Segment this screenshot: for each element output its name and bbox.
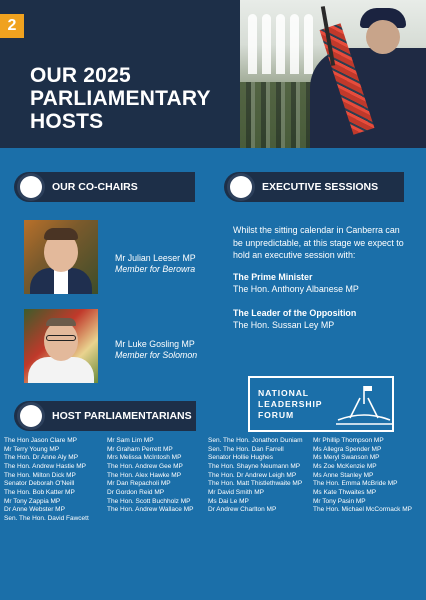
exec-session-title: The Prime Minister	[233, 272, 313, 282]
co-chair-name: Mr Luke Gosling MP	[115, 339, 195, 349]
title-line: HOSTS	[30, 110, 104, 133]
exec-session-title: The Leader of the Opposition	[233, 308, 357, 318]
hosts-column-4	[313, 437, 412, 515]
host-name: Mr Tony Zappia MP	[4, 497, 61, 505]
host-name: The Hon. Bob Katter MP	[4, 488, 75, 496]
host-name: The Hon. Dr Andrew Leigh MP	[208, 471, 297, 479]
national-leadership-forum-logo	[248, 376, 394, 432]
host-name: The Hon. Scott Buchholz MP	[107, 497, 191, 505]
host-name: The Hon Jason Clare MP	[4, 437, 77, 444]
co-chair-name: Mr Julian Leeser MP	[115, 253, 196, 263]
page-title	[30, 64, 230, 133]
host-name: Sen. The Hon. Dan Farrell	[208, 445, 284, 453]
host-name: Sen. The Hon. David Fawcett	[4, 514, 89, 522]
hosts-column-1	[4, 437, 89, 524]
host-name: Mr Dan Repacholi MP	[107, 480, 171, 488]
host-name: Sen. The Hon. Jonathon Duniam	[208, 437, 303, 444]
host-name: Senator Deborah O'Neill	[4, 480, 75, 488]
exec-session-person: The Hon. Anthony Albanese MP	[233, 284, 359, 294]
logo-line: LEADERSHIP	[258, 399, 323, 409]
portrait-julian-leeser	[24, 220, 98, 294]
host-name: Dr Anne Webster MP	[4, 506, 65, 514]
hosts-column-2	[107, 437, 193, 515]
host-name: The Hon. Milton Dick MP	[4, 471, 76, 479]
host-name: Ms Kate Thwaites MP	[313, 488, 377, 496]
bullet-icon	[230, 176, 252, 198]
host-name: Mr Terry Young MP	[4, 445, 60, 453]
portrait-luke-gosling	[24, 309, 98, 383]
hosts-column-3	[208, 437, 303, 515]
host-name: Ms Dai Le MP	[208, 497, 249, 505]
host-name: The Hon. Andrew Wallace MP	[107, 506, 194, 514]
host-name: Ms Meryl Swanson MP	[313, 454, 380, 462]
co-chairs-heading: OUR CO-CHAIRS	[14, 172, 195, 202]
exec-intro-text: Whilst the sitting calendar in Canberra can be unpredictable, at this stage we expect to hold an executive session with:	[233, 225, 404, 261]
host-name: The Hon. Andrew Hastie MP	[4, 462, 87, 470]
title-line: OUR 2025	[30, 64, 131, 87]
host-name: The Hon. Michael McCormack MP	[313, 506, 412, 514]
host-name: Ms Allegra Spender MP	[313, 445, 382, 453]
title-line: PARLIAMENTARY	[30, 87, 211, 110]
host-name: Mr Graham Perrett MP	[107, 445, 173, 453]
bullet-icon	[20, 405, 42, 427]
host-name: Dr Andrew Charlton MP	[208, 506, 277, 514]
co-chair-role: Member for Berowra	[115, 264, 196, 274]
host-name: Ms Anne Stanley MP	[313, 471, 374, 479]
host-name: Ms Zoe McKenzie MP	[313, 462, 377, 470]
host-name: Dr Gordon Reid MP	[107, 488, 165, 496]
exec-session-person: The Hon. Sussan Ley MP	[233, 320, 335, 330]
header-panel	[0, 0, 240, 148]
co-chair-role: Member for Solomon	[115, 350, 198, 360]
page-number-badge: 2	[0, 14, 24, 38]
host-name: Senator Hollie Hughes	[208, 454, 274, 462]
host-name: The Hon. Matt Thistlethwaite MP	[208, 480, 303, 488]
bagpiper-photo	[240, 0, 426, 148]
host-name: Mr Sam Lim MP	[107, 437, 154, 444]
host-name: Mr Tony Pasin MP	[313, 497, 366, 505]
logo-line: NATIONAL	[258, 388, 309, 398]
host-name: The Hon. Emma McBride MP	[313, 480, 398, 488]
parliament-house-icon	[336, 382, 392, 430]
bullet-icon	[20, 176, 42, 198]
host-name: Mrs Melissa McIntosh MP	[107, 454, 182, 462]
host-name: The Hon. Shayne Neumann MP	[208, 462, 301, 470]
host-name: The Hon. Alex Hawke MP	[107, 471, 182, 479]
executive-sessions-heading: EXECUTIVE SESSIONS	[224, 172, 404, 202]
host-name: Mr Phillip Thompson MP	[313, 437, 384, 444]
host-parliamentarians-heading: HOST PARLIAMENTARIANS	[14, 401, 196, 431]
logo-line: FORUM	[258, 410, 295, 420]
host-name: The Hon. Dr Anne Aly MP	[4, 454, 79, 462]
host-name: The Hon. Andrew Gee MP	[107, 462, 183, 470]
host-name: Mr David Smith MP	[208, 488, 264, 496]
